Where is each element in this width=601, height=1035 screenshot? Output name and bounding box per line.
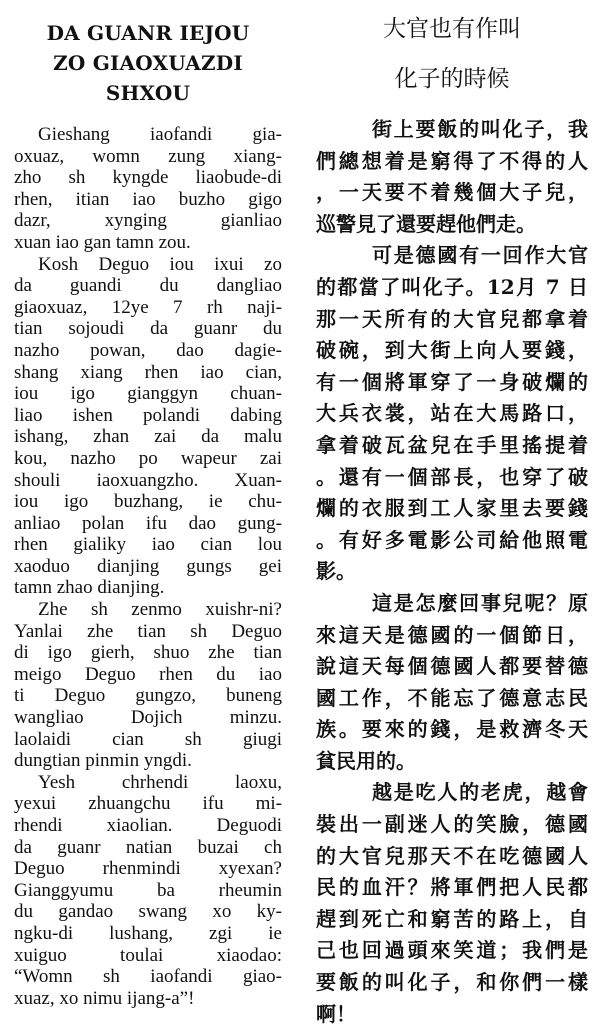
text-line: 影。 [316,559,356,584]
text-line: nazho powan, dao dagie- [14,339,282,361]
text-line: 。還有一個部長，也穿了破 [316,464,588,489]
text-line: 街上要飯的叫化子，我 [372,117,588,141]
text-line: dungtian pinmin yngdi. [14,750,192,772]
text-line: 爛的衣服到工人家里去要錢 [316,496,588,521]
paragraph [14,254,282,600]
text-line: ishang, zhan zai da malu [14,426,282,448]
text-line: 這是怎麼回事兒呢？原 [372,590,588,615]
text-line: anliao polan ifu dao gung- [14,512,282,534]
text-line: shouli iaoxuangzho. Xuan- [14,469,282,491]
paragraph [14,599,282,772]
text-line: oxuaz, womn zung xiang- [14,145,282,167]
text-line: 那一天所有的大官兒都拿着 [316,306,588,331]
text-line: tamn zhao dianjing. [14,577,165,599]
text-line: rhendi xiaolian. Deguodi [14,815,282,836]
text-line: 要飯的叫化子，和你們一樣 [316,970,588,995]
text-line: “Womn sh iaofandi giao- [14,966,282,988]
text-line: kou, nazho po wapeur zai [14,447,282,469]
title-line: ZO GIAOXUAZDI [53,51,243,75]
text-line: 有一個將軍穿了一身破爛的 [316,369,588,394]
chinese-article-title [316,4,588,104]
text-line: xuaz, xo nimu ijang-a”! [14,987,195,1009]
text-line: 可是德國有一回作大官 [372,243,588,268]
text-line: iou igo gianggyn chuan- [14,383,282,405]
text-line: xuan iao gan tamn zou. [14,231,191,253]
romanized-article [14,0,282,1009]
text-line: 的大官兒那天不在吃德國人 [316,843,588,868]
text-line: 族。要來的錢，是救濟冬天 [316,717,588,742]
text-line: 己也回過頭來笑道；我們是 [316,938,588,963]
title-line: 化子的時候 [394,66,510,92]
title-line: 大官也有作叫 [383,16,521,42]
text-line: shang xiang rhen iao cian, [14,361,282,383]
text-line: 貧民用的。 [316,748,416,773]
text-line: laolaidi cian sh giugi [14,728,282,750]
title-line: SHXOU [105,81,191,105]
text-line: 裝出一副迷人的笑臉，德國 [316,812,588,837]
text-line: ti Deguo gungzo, buneng [14,685,282,707]
chinese-article [316,0,588,1030]
paragraph [316,114,588,240]
paragraph [14,772,282,1010]
text-line: xuiguo toulai xiaodao: [14,944,282,966]
text-line: di igo gierh, shuo zhe tian [14,642,282,664]
text-line: yexui zhuangchu ifu mi- [14,793,282,815]
text-line: 大兵衣裳，站在大馬路口， [316,401,588,426]
text-line: 越是吃人的老虎，越會 [372,780,588,805]
text-line: 的都當了叫化子。12月 7 日 [316,274,588,299]
text-line: Deguo rhenmindi xyexan? [14,858,282,880]
title-line: DA GUANR IEJOU [46,21,250,45]
paragraph [316,777,588,1030]
text-line: 說這天每個德國人都要替德 [316,654,588,679]
text-line: 們總想着是窮得了不得的人 [316,148,588,173]
text-line: Gieshang iaofandi gia- [38,124,282,145]
text-line: 。有好多電影公司給他照電 [316,527,588,552]
text-line: Zhe sh zenmo xuishr-ni? [38,599,282,621]
text-line: da guanr natian buzai ch [14,836,282,858]
text-line: Yanlai zhe tian sh Deguo [14,620,282,642]
text-line: liao ishen polandi dabing [14,404,282,426]
romanized-article-title [14,18,282,108]
text-line: 民的血汗？將軍們把人民都 [316,875,588,900]
text-line: wangliao Dojich minzu. [14,707,282,729]
text-line: 破碗，到大街上向人要錢， [316,338,588,363]
paragraph [316,588,588,778]
text-line: 來這天是德國的一個節日， [316,622,588,647]
text-line: Yesh chrhendi laoxu, [38,771,282,793]
text-line: 國工作，不能忘了德意志民 [316,685,588,710]
text-line: du gandao swang xo ky- [14,901,282,923]
text-line: ngku-di lushang, zgi ie [14,922,282,944]
paragraph [14,124,282,254]
text-line: dazr, xynging gianliao [14,210,282,232]
text-line: 趕到死亡和窮苦的路上，自 [316,906,588,931]
romanized-article-body [14,124,282,1009]
text-line: 巡警見了還要趕他們走。 [316,211,536,236]
chinese-article-body [316,114,588,1030]
text-line: ，一天要不着幾個大子兒， [316,180,588,205]
text-line: Gianggyumu ba rheumin [14,879,282,901]
text-line: tian sojoudi da guanr du [14,318,282,340]
text-line: 拿着破瓦盆兒在手里搖提着 [316,432,588,457]
text-line: Kosh Deguo iou ixui zo [38,253,282,275]
text-line: xaoduo dianjing gungs gei [14,555,282,577]
text-line: zho sh kyngde liaobude-di [14,167,282,189]
text-line: iou igo buzhang, ie chu- [14,491,282,513]
text-line: da guandi du dangliao [14,275,282,297]
text-line: 啊！ [316,1001,356,1026]
text-line: rhen, itian iao buzho gigo [14,188,282,210]
text-line: giaoxuaz, 12ye 7 rh naji- [14,296,282,318]
paragraph [316,240,588,588]
text-line: rhen gialiky iao cian lou [14,534,282,556]
text-line: meigo Deguo rhen du iao [14,663,282,685]
